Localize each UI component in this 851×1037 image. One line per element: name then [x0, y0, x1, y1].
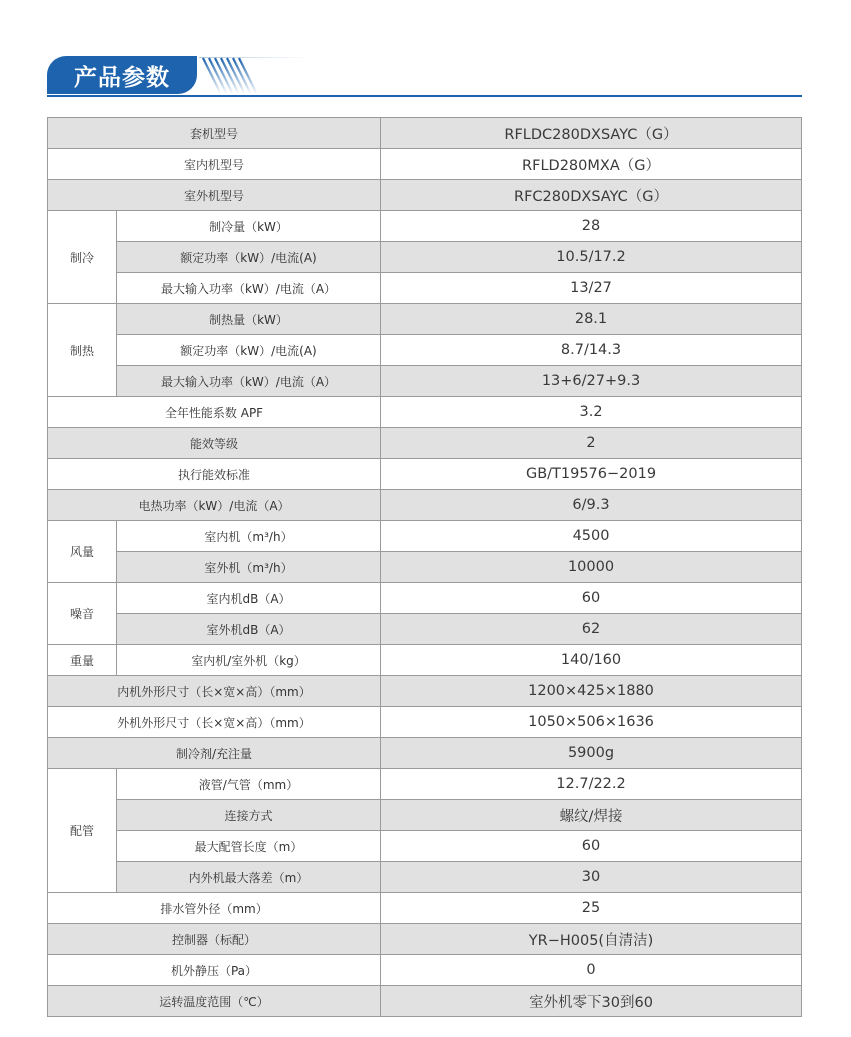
table-row — [48, 366, 802, 397]
row-value: RFC280DXSAYC（G） — [381, 180, 802, 211]
row-label: 液管/气管（mm） — [117, 769, 381, 800]
section-header — [47, 54, 802, 100]
row-label: 能效等级 — [48, 428, 381, 459]
table-row — [48, 211, 802, 242]
table-row — [48, 304, 802, 335]
table-row — [48, 800, 802, 831]
row-value: RFLDC280DXSAYC（G） — [381, 118, 802, 149]
row-label: 外机外形尺寸（长×宽×高）（mm） — [48, 707, 381, 738]
row-value: 12.7/22.2 — [381, 769, 802, 800]
row-label: 连接方式 — [117, 800, 381, 831]
row-value: 1200×425×1880 — [381, 676, 802, 707]
row-label: 室内机/室外机（kg） — [117, 645, 381, 676]
row-value: 0 — [381, 955, 802, 986]
row-value: 60 — [381, 831, 802, 862]
table-row — [48, 459, 802, 490]
row-label: 室内机型号 — [48, 149, 381, 180]
table-row — [48, 583, 802, 614]
section-title: 产品参数 — [47, 56, 197, 94]
row-label: 室外机dB（A） — [117, 614, 381, 645]
row-label: 制冷量（kW） — [117, 211, 381, 242]
row-value: 10.5/17.2 — [381, 242, 802, 273]
row-value: 30 — [381, 862, 802, 893]
table-row — [48, 428, 802, 459]
row-value: 28 — [381, 211, 802, 242]
table-row — [48, 769, 802, 800]
group-label: 噪音 — [48, 583, 117, 645]
table-row — [48, 273, 802, 304]
table-row — [48, 676, 802, 707]
table-row — [48, 986, 802, 1017]
row-label: 室内机（m³/h） — [117, 521, 381, 552]
table-row — [48, 893, 802, 924]
table-row — [48, 118, 802, 149]
row-value: 螺纹/焊接 — [381, 800, 802, 831]
row-label: 执行能效标准 — [48, 459, 381, 490]
table-row — [48, 831, 802, 862]
table-row — [48, 955, 802, 986]
row-value: 60 — [381, 583, 802, 614]
row-label: 控制器（标配） — [48, 924, 381, 955]
row-label: 全年性能系数 APF — [48, 397, 381, 428]
table-row — [48, 862, 802, 893]
row-value: 13/27 — [381, 273, 802, 304]
decorative-stripes-icon — [199, 56, 309, 94]
table-row — [48, 552, 802, 583]
row-label: 室内机dB（A） — [117, 583, 381, 614]
row-label: 机外静压（Pa） — [48, 955, 381, 986]
table-row — [48, 614, 802, 645]
table-row — [48, 242, 802, 273]
table-row — [48, 335, 802, 366]
group-label: 制冷 — [48, 211, 117, 304]
group-label: 重量 — [48, 645, 117, 676]
group-label: 配管 — [48, 769, 117, 893]
spec-table — [47, 117, 802, 1017]
row-label: 最大输入功率（kW）/电流（A） — [117, 366, 381, 397]
table-row — [48, 490, 802, 521]
row-label: 内机外形尺寸（长×宽×高）（mm） — [48, 676, 381, 707]
row-label: 排水管外径（mm） — [48, 893, 381, 924]
row-value: 8.7/14.3 — [381, 335, 802, 366]
row-value: 28.1 — [381, 304, 802, 335]
row-value: 5900g — [381, 738, 802, 769]
row-value: 室外机零下30到60 — [381, 986, 802, 1017]
row-value: 4500 — [381, 521, 802, 552]
row-value: 25 — [381, 893, 802, 924]
table-row — [48, 738, 802, 769]
table-row — [48, 180, 802, 211]
table-row — [48, 397, 802, 428]
row-label: 制热量（kW） — [117, 304, 381, 335]
row-value: RFLD280MXA（G） — [381, 149, 802, 180]
row-value: 6/9.3 — [381, 490, 802, 521]
row-label: 最大配管长度（m） — [117, 831, 381, 862]
row-value: 13+6/27+9.3 — [381, 366, 802, 397]
row-value: 2 — [381, 428, 802, 459]
row-value: 1050×506×1636 — [381, 707, 802, 738]
row-label: 室外机型号 — [48, 180, 381, 211]
row-value: GB/T19576−2019 — [381, 459, 802, 490]
row-label: 内外机最大落差（m） — [117, 862, 381, 893]
table-row — [48, 149, 802, 180]
row-value: 62 — [381, 614, 802, 645]
row-label: 电热功率（kW）/电流（A） — [48, 490, 381, 521]
row-label: 室外机（m³/h） — [117, 552, 381, 583]
group-label: 制热 — [48, 304, 117, 397]
group-label: 风量 — [48, 521, 117, 583]
row-label: 套机型号 — [48, 118, 381, 149]
row-label: 制冷剂/充注量 — [48, 738, 381, 769]
row-label: 额定功率（kW）/电流(A) — [117, 335, 381, 366]
row-value: 3.2 — [381, 397, 802, 428]
row-value: YR−H005(自清洁) — [381, 924, 802, 955]
row-label: 最大输入功率（kW）/电流（A） — [117, 273, 381, 304]
table-row — [48, 924, 802, 955]
table-row — [48, 645, 802, 676]
header-rule — [47, 95, 802, 97]
row-label: 额定功率（kW）/电流(A) — [117, 242, 381, 273]
row-label: 运转温度范围（℃） — [48, 986, 381, 1017]
table-row — [48, 707, 802, 738]
row-value: 10000 — [381, 552, 802, 583]
table-row — [48, 521, 802, 552]
row-value: 140/160 — [381, 645, 802, 676]
